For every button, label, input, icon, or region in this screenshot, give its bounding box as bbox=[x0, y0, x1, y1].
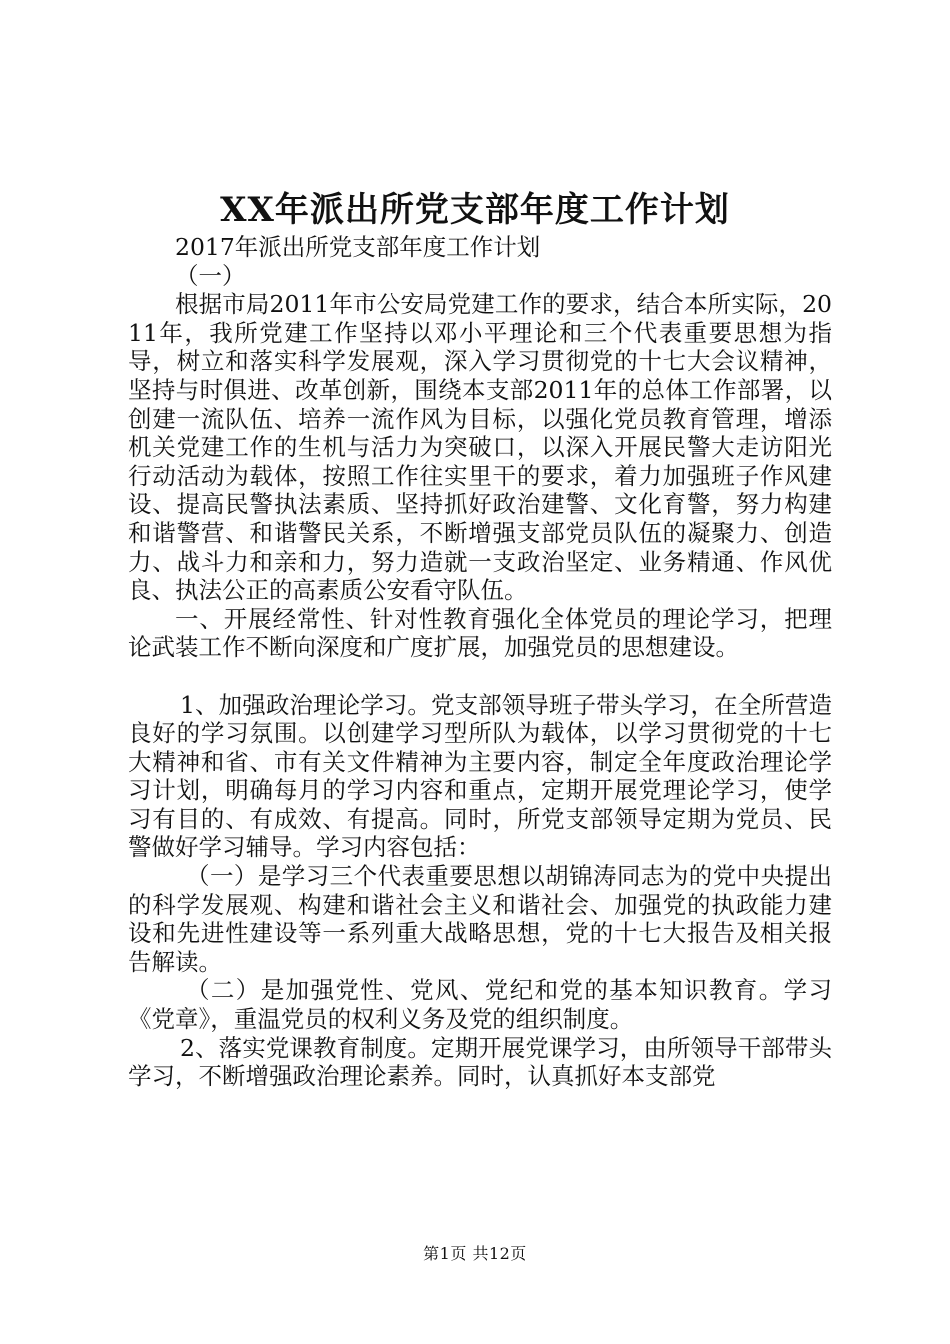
document-subtitle: 2017年派出所党支部年度工作计划 bbox=[175, 233, 541, 261]
intro-paragraph: 根据市局2011年市公安局党建工作的要求，结合本所实际，2011年，我所党建工作坚持以邓小平理论和三个代表重要思想为指导，树立和落实科学发展观，深入学习贯彻党的十七大会议精神，坚持与时俱进、改革创新，围绕本支部2011年的总体工作部署，以创建一流队伍、培养一流作风为目标，以强化党员教育管理，增添机关党建工作的生机与活力为突破口，以深入开展民警大走访阳光行动活动为载体，按照工作往实里干的要求，着力加强班子作风建设、提高民警执法素质、坚持抓好政治建警、文化育警，努力构建和谐警营、和谐警民关系，不断增强支部党员队伍的凝聚力、创造力、战斗力和亲和力，努力造就一支政治坚定、业务精通、作风优良、执法公正的高素质公安看守队伍。 bbox=[128, 290, 832, 605]
section-heading-1: 一、开展经常性、针对性教育强化全体党员的理论学习，把理论武装工作不断向深度和广度扩展，加强党员的思想建设。 bbox=[128, 604, 832, 662]
page-footer: 第1页 共12页 bbox=[423, 1244, 527, 1263]
document-body bbox=[128, 233, 832, 1091]
blank-line bbox=[128, 662, 832, 691]
item-paragraph-2: 2、落实党课教育制度。定期开展党课学习，由所领导干部带头学习，不断增强政治理论素养。同时，认真抓好本支部党 bbox=[128, 1033, 832, 1091]
item-paragraph-1: 1、加强政治理论学习。党支部领导班子带头学习，在全所营造良好的学习氛围。以创建学习型所队为载体，以学习贯彻党的十七大精神和省、市有关文件精神为主要内容，制定全年度政治理论学习计划，明确每月的学习内容和重点，定期开展党理论学习，使学习有目的、有成效、有提高。同时，所党支部领导定期为党员、民警做好学习辅导。学习内容包括： bbox=[128, 690, 832, 862]
sub-item-paragraph-1: （一）是学习三个代表重要思想以胡锦涛同志为的党中央提出的科学发展观、构建和谐社会主义和谐社会、加强党的执政能力建设和先进性建设等一系列重大战略思想，党的十七大报告及相关报告解读。 bbox=[128, 862, 832, 976]
document-title: XX年派出所党支部年度工作计划 bbox=[220, 190, 730, 230]
sub-item-paragraph-2: （二）是加强党性、党风、党纪和党的基本知识教育。学习《党章》，重温党员的权利义务及党的组织制度。 bbox=[128, 976, 832, 1034]
section-number: （一） bbox=[175, 261, 246, 290]
